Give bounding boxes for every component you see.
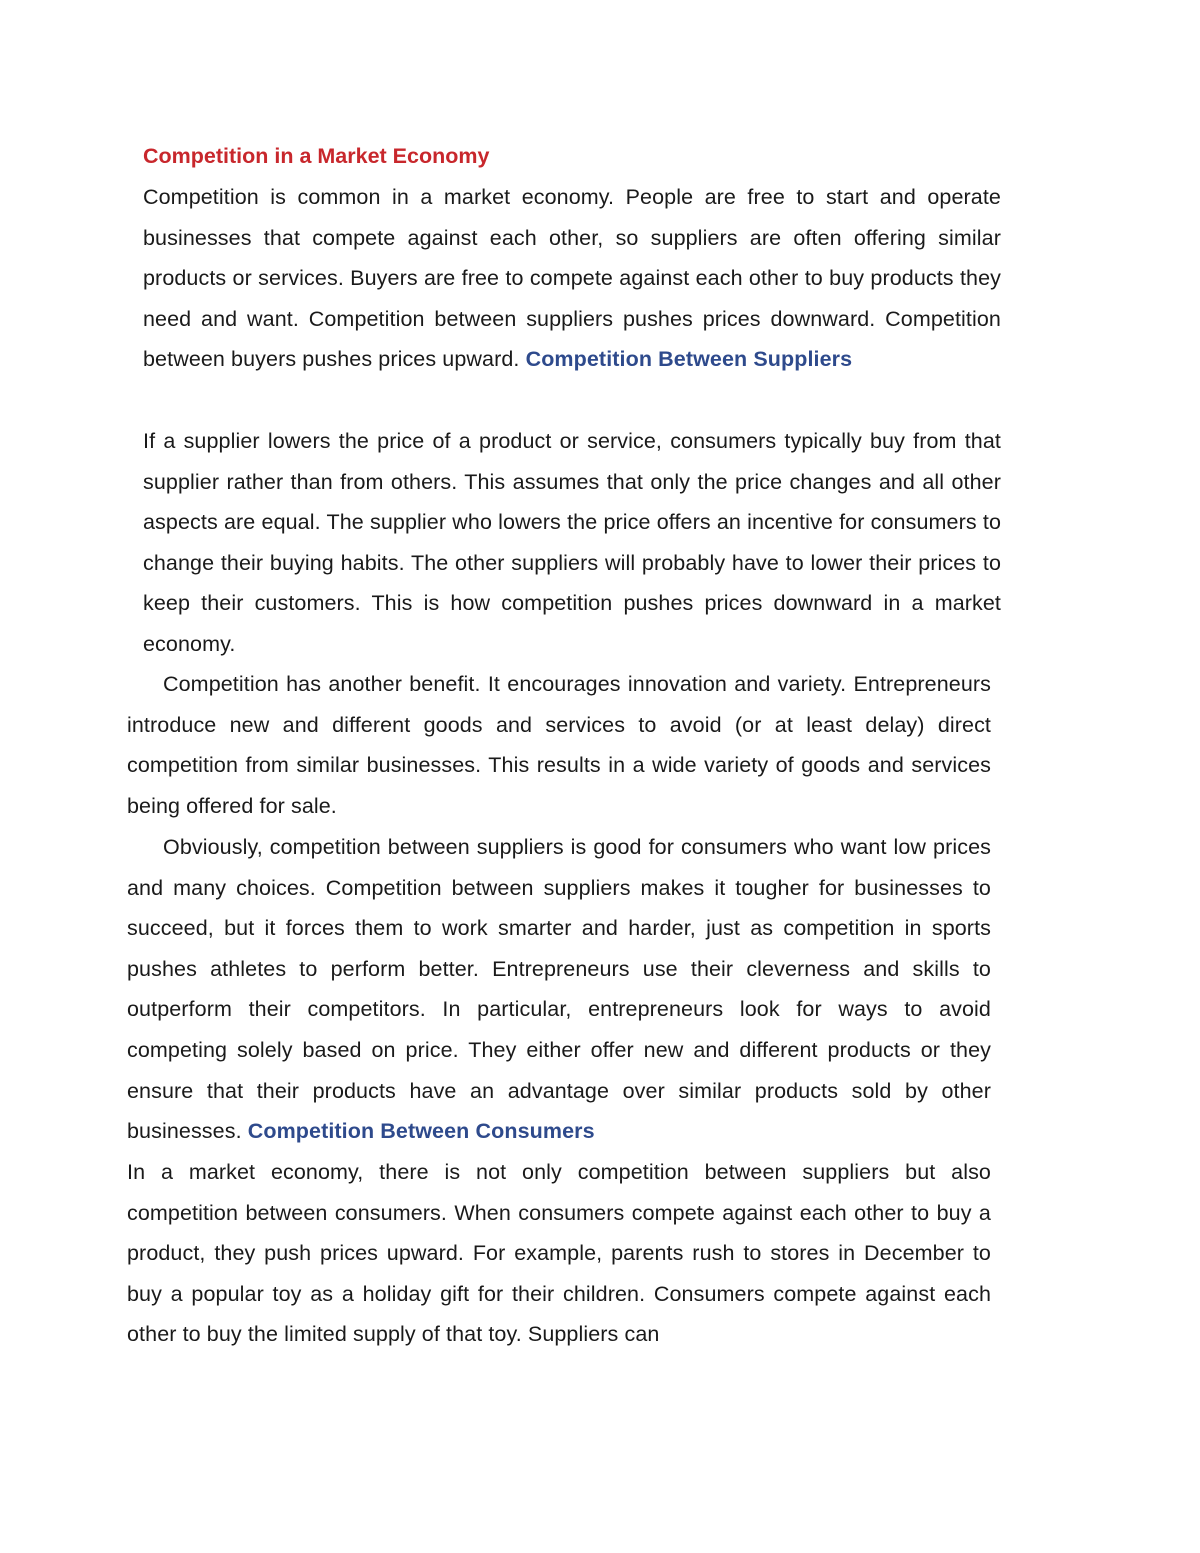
intro-paragraph	[143, 177, 1001, 380]
benefit-paragraph: Competition has another benefit. It encourages innovation and variety. Entrepreneurs introduce new and different goods and services to avoid (or at least delay) direct competition from similar businesses. This results in a wide variety of goods and services being offered for sale.	[127, 672, 991, 818]
obviously-text: Obviously, competition between suppliers is good for consumers who want low prices and many choices. Competition between suppliers makes it tougher for businesses to succeed, but it forces them to work smarter and harder, just as competition in sports pushes athletes to perform better. Entrepreneurs use their cleverness and skills to outperform their competitors. In particular, entrepreneurs look for ways to avoid competing solely based on price. They either offer new and different products or they ensure that their products have an advantage over similar products sold by other businesses.	[127, 835, 991, 1144]
consumers-paragraph: In a market economy, there is not only competition between suppliers but also competition between consumers. When consumers compete against each other to buy a product, they push prices upward. For example, parents rush to stores in December to buy a popular toy as a holiday gift for their children. Consumers compete against each other to buy the limited supply of that toy. Suppliers can	[127, 1160, 991, 1347]
obviously-paragraph	[127, 827, 991, 1152]
intro-text: Competition is common in a market economy. People are free to start and operate businesses that compete against each other, so suppliers are often offering similar products or services. Buyers are free to compete against each other to buy products they need and want. Competition between suppliers pushes prices downward. Competition between buyers pushes prices upward.	[143, 185, 1001, 372]
document-title: Competition in a Market Economy	[143, 144, 490, 168]
heading-competition-between-suppliers: Competition Between Suppliers	[525, 347, 853, 372]
heading-competition-between-consumers: Competition Between Consumers	[247, 1119, 595, 1144]
suppliers-paragraph: If a supplier lowers the price of a product or service, consumers typically buy from that supplier rather than from others. This assumes that only the price changes and all other aspects are equal. The supplier who lowers the price offers an incentive for consumers to change their buying habits. The other suppliers will probably have to lower their prices to keep their customers. This is how competition pushes prices downward in a market economy.	[143, 429, 1001, 656]
